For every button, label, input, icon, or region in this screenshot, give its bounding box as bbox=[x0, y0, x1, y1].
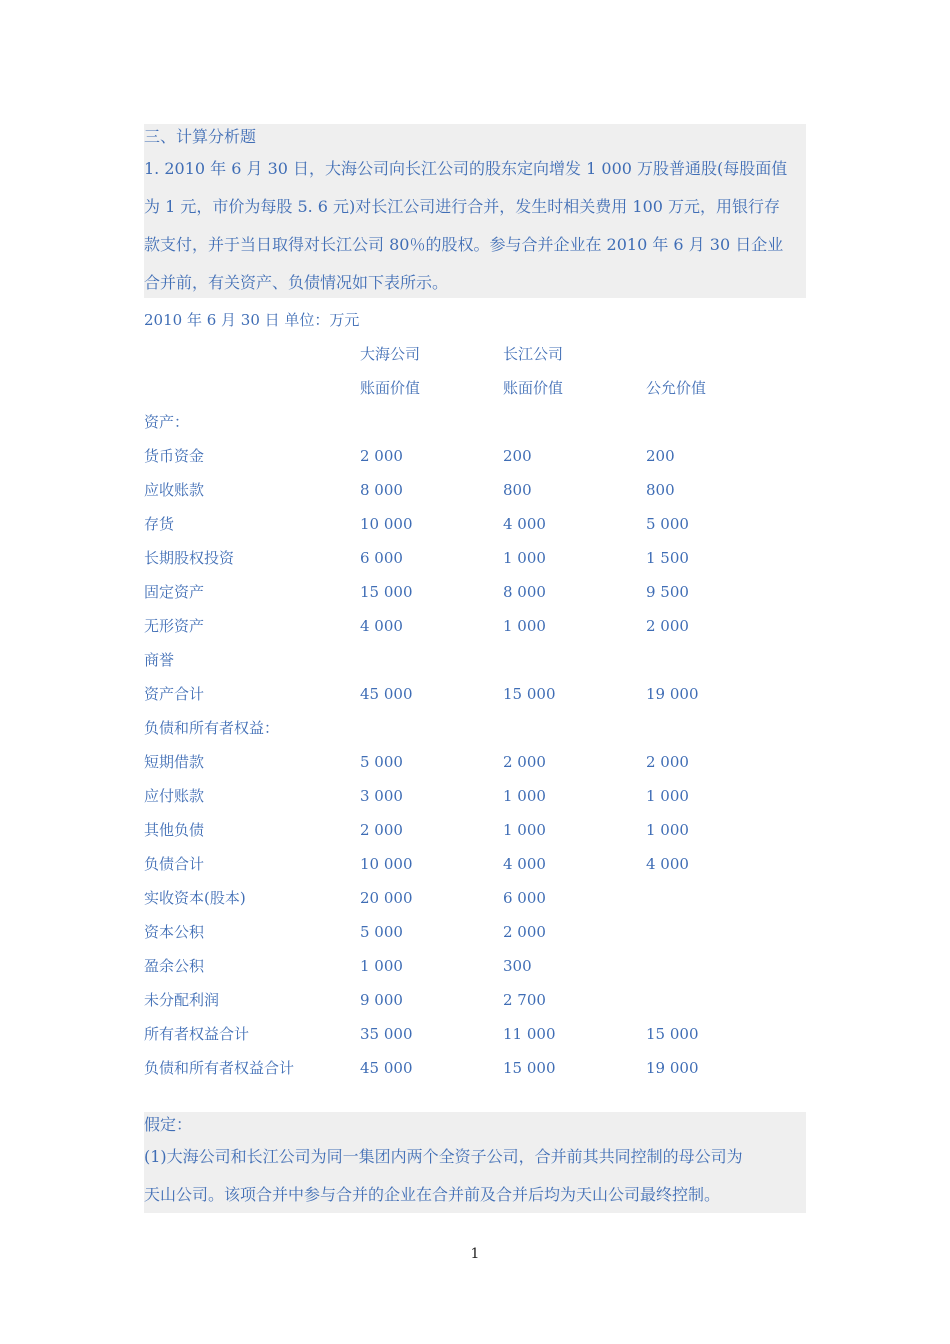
changjiang-book-value: 15 000 bbox=[503, 1059, 556, 1077]
table-header-value-row bbox=[144, 371, 806, 405]
table-row bbox=[144, 405, 806, 439]
header-book-value-changjiang: 账面价值 bbox=[503, 379, 564, 397]
dahai-book-value: 5 000 bbox=[360, 923, 403, 941]
item-label: 实收资本(股本) bbox=[144, 889, 246, 907]
item-label: 负债和所有者权益合计 bbox=[144, 1059, 295, 1077]
table-row bbox=[144, 507, 806, 541]
changjiang-book-value: 1 000 bbox=[503, 549, 546, 567]
item-label: 盈余公积 bbox=[144, 957, 205, 975]
table-row bbox=[144, 983, 806, 1017]
item-label: 无形资产 bbox=[144, 617, 205, 635]
table-row bbox=[144, 643, 806, 677]
table-row bbox=[144, 439, 806, 473]
item-label: 其他负债 bbox=[144, 821, 205, 839]
changjiang-book-value: 2 700 bbox=[503, 991, 546, 1009]
dahai-book-value: 35 000 bbox=[360, 1025, 413, 1043]
table-row bbox=[144, 847, 806, 881]
dahai-book-value: 5 000 bbox=[360, 753, 403, 771]
dahai-book-value: 2 000 bbox=[360, 821, 403, 839]
problem-text-line-2: 为 1 元，市价为每股 5. 6 元)对长江公司进行合并，发生时相关费用 100 万元，用银行存 bbox=[144, 197, 781, 216]
table-row bbox=[144, 949, 806, 983]
dahai-book-value: 10 000 bbox=[360, 855, 413, 873]
item-label: 负债和所有者权益： bbox=[144, 719, 280, 737]
changjiang-book-value: 6 000 bbox=[503, 889, 546, 907]
dahai-book-value: 15 000 bbox=[360, 583, 413, 601]
table-row bbox=[144, 915, 806, 949]
intro-section bbox=[144, 124, 806, 298]
table-date-unit: 2010 年 6 月 30 日 单位：万元 bbox=[144, 311, 360, 329]
table-row bbox=[144, 541, 806, 575]
page-number: 1 bbox=[470, 1246, 480, 1262]
item-label: 固定资产 bbox=[144, 583, 205, 601]
changjiang-book-value: 300 bbox=[503, 957, 532, 975]
item-label: 应收账款 bbox=[144, 481, 205, 499]
section-heading: 三、计算分析题 bbox=[144, 127, 257, 146]
dahai-book-value: 10 000 bbox=[360, 515, 413, 533]
dahai-book-value: 9 000 bbox=[360, 991, 403, 1009]
table-row bbox=[144, 779, 806, 813]
dahai-book-value: 2 000 bbox=[360, 447, 403, 465]
dahai-book-value: 4 000 bbox=[360, 617, 403, 635]
changjiang-fair-value: 19 000 bbox=[646, 685, 699, 703]
changjiang-fair-value: 1 000 bbox=[646, 821, 689, 839]
changjiang-book-value: 15 000 bbox=[503, 685, 556, 703]
item-label: 负债合计 bbox=[144, 855, 205, 873]
changjiang-fair-value: 800 bbox=[646, 481, 675, 499]
table-row bbox=[144, 813, 806, 847]
item-label: 资产合计 bbox=[144, 685, 205, 703]
changjiang-book-value: 4 000 bbox=[503, 515, 546, 533]
changjiang-fair-value: 2 000 bbox=[646, 753, 689, 771]
item-label: 资本公积 bbox=[144, 923, 205, 941]
assumption-line-2: 天山公司。该项合并中参与合并的企业在合并前及合并后均为天山公司最终控制。 bbox=[144, 1185, 721, 1204]
dahai-book-value: 45 000 bbox=[360, 1059, 413, 1077]
changjiang-book-value: 4 000 bbox=[503, 855, 546, 873]
header-book-value-dahai: 账面价值 bbox=[360, 379, 421, 397]
table-date-unit-row bbox=[144, 303, 806, 337]
changjiang-fair-value: 9 500 bbox=[646, 583, 689, 601]
dahai-book-value: 6 000 bbox=[360, 549, 403, 567]
item-label: 应付账款 bbox=[144, 787, 205, 805]
table-row bbox=[144, 677, 806, 711]
header-changjiang-company: 长江公司 bbox=[503, 345, 564, 363]
changjiang-book-value: 800 bbox=[503, 481, 532, 499]
table-row bbox=[144, 609, 806, 643]
changjiang-book-value: 1 000 bbox=[503, 787, 546, 805]
dahai-book-value: 1 000 bbox=[360, 957, 403, 975]
problem-text-line-1: 1. 2010 年 6 月 30 日，大海公司向长江公司的股东定向增发 1 000 万股普通股(每股面值 bbox=[144, 159, 788, 178]
header-fair-value-changjiang: 公允价值 bbox=[646, 379, 707, 397]
changjiang-fair-value: 5 000 bbox=[646, 515, 689, 533]
item-label: 资产： bbox=[144, 413, 190, 431]
table-row bbox=[144, 473, 806, 507]
table-row bbox=[144, 575, 806, 609]
dahai-book-value: 20 000 bbox=[360, 889, 413, 907]
changjiang-book-value: 11 000 bbox=[503, 1025, 556, 1043]
item-label: 长期股权投资 bbox=[144, 549, 235, 567]
table-row bbox=[144, 881, 806, 915]
item-label: 货币资金 bbox=[144, 447, 205, 465]
assumption-line-1: (1)大海公司和长江公司为同一集团内两个全资子公司，合并前其共同控制的母公司为 bbox=[144, 1147, 743, 1166]
changjiang-fair-value: 1 000 bbox=[646, 787, 689, 805]
changjiang-book-value: 1 000 bbox=[503, 617, 546, 635]
changjiang-fair-value: 19 000 bbox=[646, 1059, 699, 1077]
changjiang-fair-value: 2 000 bbox=[646, 617, 689, 635]
table-header-company-row bbox=[144, 337, 806, 371]
problem-text-line-4: 合并前，有关资产、负债情况如下表所示。 bbox=[144, 273, 449, 292]
changjiang-fair-value: 200 bbox=[646, 447, 675, 465]
changjiang-book-value: 2 000 bbox=[503, 753, 546, 771]
changjiang-fair-value: 1 500 bbox=[646, 549, 689, 567]
item-label: 商誉 bbox=[144, 651, 175, 669]
problem-text-line-3: 款支付，并于当日取得对长江公司 80％的股权。参与合并企业在 2010 年 6 月 30 日企业 bbox=[144, 235, 784, 254]
table-row bbox=[144, 1017, 806, 1051]
item-label: 未分配利润 bbox=[144, 991, 220, 1009]
item-label: 存货 bbox=[144, 515, 175, 533]
item-label: 短期借款 bbox=[144, 753, 205, 771]
changjiang-fair-value: 15 000 bbox=[646, 1025, 699, 1043]
item-label: 所有者权益合计 bbox=[144, 1025, 250, 1043]
changjiang-book-value: 2 000 bbox=[503, 923, 546, 941]
changjiang-fair-value: 4 000 bbox=[646, 855, 689, 873]
assumptions-section bbox=[144, 1112, 806, 1213]
table-row bbox=[144, 745, 806, 779]
changjiang-book-value: 200 bbox=[503, 447, 532, 465]
dahai-book-value: 45 000 bbox=[360, 685, 413, 703]
table-row bbox=[144, 1051, 806, 1085]
header-dahai-company: 大海公司 bbox=[360, 345, 421, 363]
changjiang-book-value: 8 000 bbox=[503, 583, 546, 601]
assumptions-heading: 假定： bbox=[144, 1115, 193, 1134]
table-row bbox=[144, 711, 806, 745]
dahai-book-value: 3 000 bbox=[360, 787, 403, 805]
dahai-book-value: 8 000 bbox=[360, 481, 403, 499]
changjiang-book-value: 1 000 bbox=[503, 821, 546, 839]
